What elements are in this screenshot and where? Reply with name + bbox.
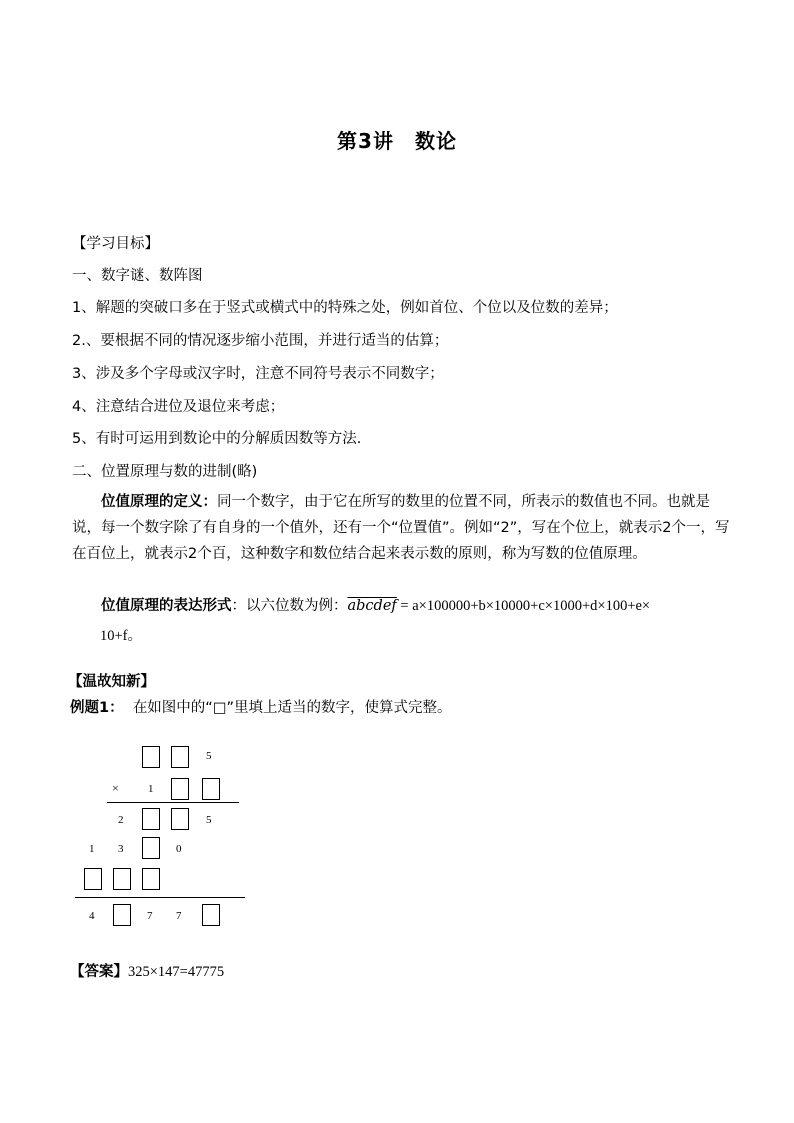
- blank-box[interactable]: [171, 746, 189, 768]
- digit: 7: [176, 910, 182, 922]
- expression-variable: abcdef: [347, 598, 397, 614]
- answer-label: 【答案】: [70, 964, 128, 980]
- expression-tail: 10+f。: [100, 628, 143, 644]
- blank-box[interactable]: [113, 868, 131, 890]
- expression-formula: = a×100000+b×10000+c×1000+d×100+e×: [396, 598, 651, 614]
- list-item: 2.、要根据不同的情况逐步缩小范围，并进行适当的估算；: [72, 333, 449, 349]
- digit: 5: [206, 750, 212, 762]
- answer-line: [70, 960, 224, 981]
- digit: 2: [118, 814, 124, 826]
- list-item: 5、有时可运用到数论中的分解质因数等方法.: [72, 431, 362, 447]
- definition-text: 同一个数字，由于它在所写的数里的位置不同，所表示的数值也不同。也就是说，每一个数字除了有自身的一个值外，还有一个“位置值”。例如“2”，写在个位上，就表示2个一，写在百位上，就表示2个百，这种数字和数位结合起来表示数的原则，称为写数的位值原理。: [72, 494, 730, 562]
- expression-label: 位值原理的表达形式: [101, 598, 232, 614]
- blank-box[interactable]: [142, 746, 160, 768]
- list-item: 3、涉及多个字母或汉字时，注意不同符号表示不同数字；: [72, 366, 444, 382]
- definition-paragraph: [72, 489, 732, 567]
- page-title: 第3讲 数论: [337, 129, 457, 153]
- blank-box[interactable]: [171, 778, 189, 800]
- digit: 1: [89, 843, 95, 855]
- blank-box[interactable]: [142, 868, 160, 890]
- blank-box[interactable]: [142, 837, 160, 859]
- review-heading: 【温故知新】: [68, 674, 155, 690]
- digit: 7: [147, 910, 153, 922]
- digit: 0: [176, 843, 182, 855]
- blank-box[interactable]: [171, 808, 189, 830]
- example-text: 在如图中的“□”里填上适当的数字，使算式完整。: [132, 700, 452, 716]
- digit: 4: [89, 910, 95, 922]
- example-line: [70, 696, 452, 717]
- digit: 1: [148, 783, 154, 795]
- definition-label: 位值原理的定义：: [101, 494, 217, 510]
- section-heading-2: 二、位置原理与数的进制(略): [72, 464, 258, 480]
- goals-heading: 【学习目标】: [72, 236, 159, 252]
- times-sign: ×: [112, 781, 119, 795]
- blank-box[interactable]: [142, 808, 160, 830]
- rule-line: [75, 897, 245, 898]
- list-item: 4、注意结合进位及退位来考虑；: [72, 399, 285, 415]
- section-heading-1: 一、数字谜、数阵图: [72, 268, 203, 284]
- example-label: 例题1：: [70, 700, 124, 716]
- digit: 3: [118, 843, 124, 855]
- answer-text: 325×147=47775: [128, 964, 225, 980]
- blank-box[interactable]: [202, 904, 220, 926]
- blank-box[interactable]: [113, 904, 131, 926]
- blank-box[interactable]: [84, 868, 102, 890]
- rule-line: [107, 802, 239, 803]
- expression-paragraph: [72, 593, 732, 619]
- expression-intro: ：以六位数为例：: [231, 598, 348, 614]
- blank-box[interactable]: [202, 778, 220, 800]
- list-item: 1、解题的突破口多在于竖式或横式中的特殊之处，例如首位、个位以及位数的差异；: [72, 300, 618, 316]
- digit: 5: [206, 814, 212, 826]
